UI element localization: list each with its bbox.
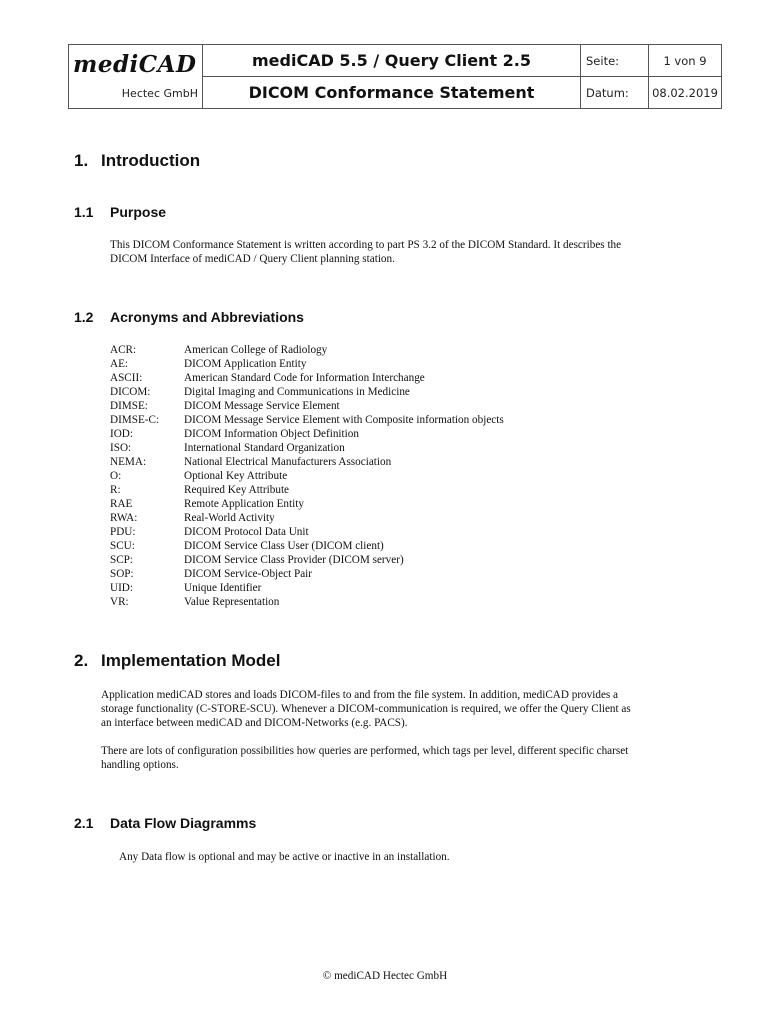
logo-cell [69,45,203,109]
acronym-abbreviation: PDU: [110,526,136,538]
acronym-row [110,399,504,413]
text-line: DICOM Interface of mediCAD / Query Client planning station. [110,253,395,265]
acronym-abbreviation: ASCII: [110,372,143,384]
heading-acronyms [74,309,304,325]
document-header [68,44,722,109]
text-line: There are lots of configuration possibilities how queries are performed, which tags per level, different specific charset [101,745,629,757]
acronym-description: DICOM Message Service Element with Composite information objects [184,414,504,426]
text-line: Application mediCAD stores and loads DICOM-files to and from the file system. In addition, mediCAD provides a [101,689,619,701]
document-title: DICOM Conformance Statement [248,83,535,102]
date-value: 08.02.2019 [649,77,722,109]
acronym-row [110,441,504,455]
page-footer: © mediCAD Hectec GmbH [322,970,448,982]
heading-purpose [74,204,166,220]
acronym-row [110,427,504,441]
acronym-row [110,455,504,469]
text-line: handling options. [101,759,179,771]
acronym-description: Real-World Activity [184,512,275,524]
acronym-row [110,567,504,581]
acronym-abbreviation: UID: [110,582,133,594]
acronym-description: Unique Identifier [184,582,262,594]
acronym-abbreviation: AE: [110,358,129,370]
heading-text: Purpose [110,204,167,220]
acronym-abbreviation: NEMA: [110,456,147,468]
acronym-row [110,581,504,595]
acronym-abbreviation: O: [110,470,122,482]
product-title-cell [203,45,581,77]
acronym-description: American Standard Code for Information Interchange [184,372,425,384]
acronym-row [110,385,504,399]
acronym-row [110,357,504,371]
acronym-abbreviation: SOP: [110,568,134,580]
acronym-description: DICOM Message Service Element [184,400,340,412]
acronym-abbreviation: SCP: [110,554,134,566]
acronym-row [110,413,504,427]
acronym-row [110,595,504,609]
text-line: storage functionality (C-STORE-SCU). Whenever a DICOM-communication is required, we offer the Query Client as [101,703,631,715]
acronym-row [110,469,504,483]
acronym-row [110,539,504,553]
acronym-abbreviation: ACR: [110,344,137,356]
heading-data-flow [74,815,256,831]
acronym-abbreviation: VR: [110,596,129,608]
purpose-paragraph [110,238,621,266]
heading-text: Implementation Model [101,651,281,670]
acronym-row [110,371,504,385]
implementation-paragraph-1 [101,688,631,730]
acronym-abbreviation: DICOM: [110,386,151,398]
acronym-description: Digital Imaging and Communications in Medicine [184,386,410,398]
acronym-abbreviation: RAE [110,498,133,510]
acronym-abbreviation: DIMSE: [110,400,148,412]
acronym-description: DICOM Application Entity [184,358,307,370]
heading-introduction [74,151,200,171]
acronym-abbreviation: ISO: [110,442,132,454]
acronym-row [110,343,504,357]
text-line: This DICOM Conformance Statement is written according to part PS 3.2 of the DICOM Standard. It describes the [110,239,622,251]
acronym-row [110,497,504,511]
acronym-abbreviation: DIMSE-C: [110,414,160,426]
acronym-row [110,511,504,525]
heading-number: 1. [74,151,89,170]
heading-number: 1.2 [74,309,94,325]
acronym-description: Optional Key Attribute [184,470,288,482]
page-label: Seite: [581,45,649,77]
acronym-description: Value Representation [184,596,280,608]
acronym-abbreviation: SCU: [110,540,135,552]
data-flow-paragraph: Any Data flow is optional and may be active or inactive in an installation. [119,851,450,863]
date-label: Datum: [581,77,649,109]
acronym-row [110,483,504,497]
acronym-list [110,343,504,609]
page-value: 1 von 9 [649,45,722,77]
acronym-description: DICOM Service Class User (DICOM client) [184,540,384,552]
heading-text: Introduction [101,151,201,170]
acronym-abbreviation: RWA: [110,512,138,524]
acronym-description: National Electrical Manufacturers Association [184,456,392,468]
acronym-description: DICOM Information Object Definition [184,428,359,440]
medicad-logo: mediCAD [73,51,197,78]
heading-number: 1.1 [74,204,94,220]
acronym-description: DICOM Service-Object Pair [184,568,313,580]
acronym-abbreviation: R: [110,484,121,496]
acronym-description: International Standard Organization [184,442,345,454]
acronym-description: Remote Application Entity [184,498,304,510]
heading-number: 2. [74,651,89,670]
acronym-description: DICOM Service Class Provider (DICOM server) [184,554,404,566]
product-title: mediCAD 5.5 / Query Client 2.5 [251,51,531,70]
acronym-row [110,553,504,567]
implementation-paragraph-2 [101,744,628,772]
acronym-description: Required Key Attribute [184,484,290,496]
acronym-description: American College of Radiology [184,344,328,356]
acronym-abbreviation: IOD: [110,428,133,440]
heading-text: Acronyms and Abbreviations [110,309,304,325]
heading-implementation-model [74,651,280,671]
document-title-cell [203,77,581,109]
company-name: Hectec GmbH [121,87,198,100]
heading-number: 2.1 [74,815,94,831]
text-line: an interface between mediCAD and DICOM-Networks (e.g. PACS). [101,717,408,729]
acronym-row [110,525,504,539]
acronym-description: DICOM Protocol Data Unit [184,526,309,538]
heading-text: Data Flow Diagramms [110,815,257,831]
